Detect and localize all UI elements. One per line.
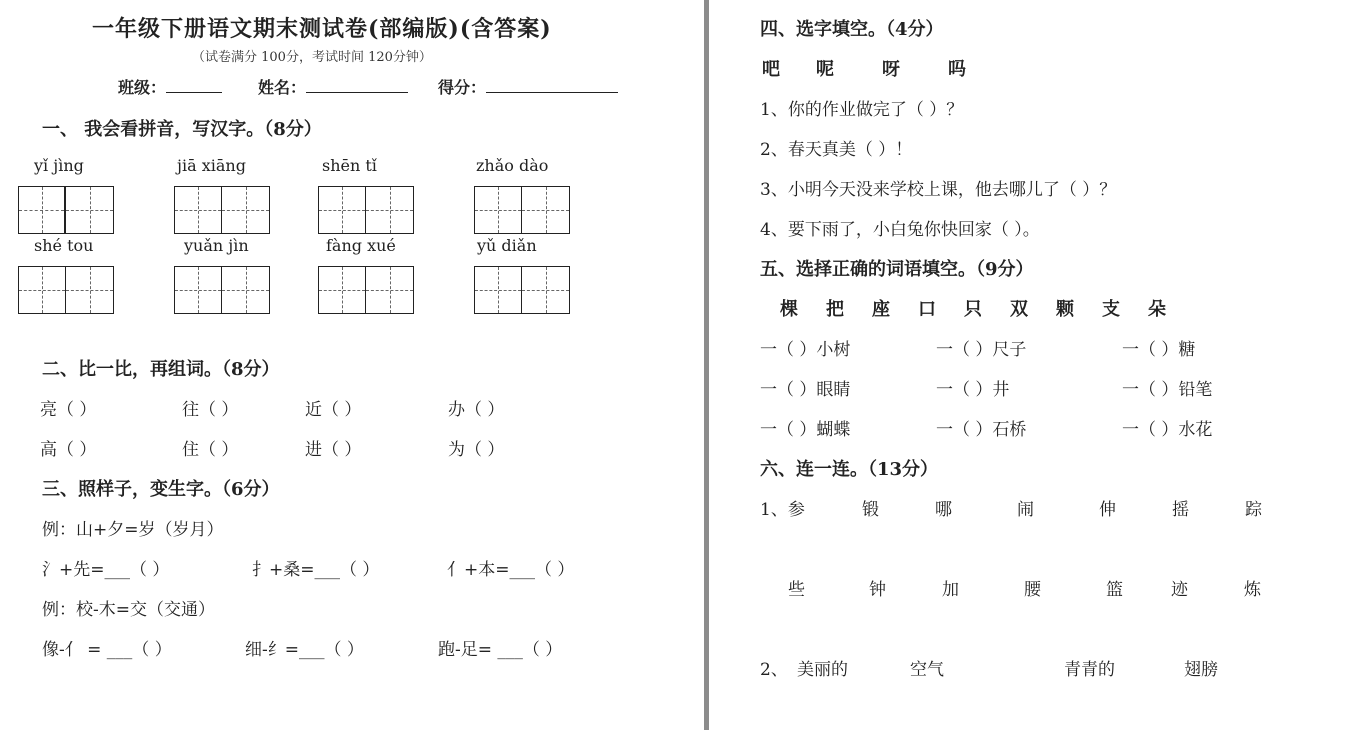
pinyin-label: shēn tǐ bbox=[322, 156, 377, 175]
compare-item: 进（ ） bbox=[305, 440, 362, 460]
compare-item: 亮（ ） bbox=[40, 400, 97, 420]
transform-item: 跑-足= ___（ ） bbox=[438, 640, 563, 660]
compare-item: 高（ ） bbox=[40, 440, 97, 460]
section5-heading: 五、选择正确的词语填空。（9分） bbox=[760, 259, 1034, 280]
match-phrase[interactable]: 美丽的 bbox=[797, 660, 848, 680]
exam-subtitle: （试卷满分 100分，考试时间 120分钟） bbox=[192, 50, 432, 65]
match-phrase[interactable]: 翅膀 bbox=[1184, 660, 1218, 680]
match-top-char[interactable]: 伸 bbox=[1099, 500, 1116, 520]
pinyin-label: zhǎo dào bbox=[476, 156, 549, 175]
tianzige-box[interactable] bbox=[318, 186, 414, 234]
match-phrase[interactable]: 青青的 bbox=[1064, 660, 1115, 680]
tianzige-box[interactable] bbox=[474, 186, 570, 234]
measure-word: 颗 bbox=[1056, 299, 1074, 320]
class-label: 班级： bbox=[118, 78, 167, 97]
score-label: 得分： bbox=[438, 78, 487, 97]
tianzige-box[interactable] bbox=[318, 266, 414, 314]
compare-item: 住（ ） bbox=[182, 440, 239, 460]
measure-word: 朵 bbox=[1148, 299, 1166, 320]
fill-question: 2、春天真美（ ）！ bbox=[760, 140, 913, 160]
compare-item: 往（ ） bbox=[182, 400, 239, 420]
tianzige-box[interactable] bbox=[18, 186, 114, 234]
transform-item: 亻+本=___（ ） bbox=[447, 560, 575, 580]
match-bottom-char[interactable]: 迹 bbox=[1171, 580, 1188, 600]
pinyin-label: shé tou bbox=[34, 236, 94, 255]
example-line: 例：校-木=交（交通） bbox=[42, 600, 215, 620]
match-bottom-char[interactable]: 炼 bbox=[1244, 580, 1261, 600]
match-bottom-char[interactable]: 篮 bbox=[1106, 580, 1123, 600]
compare-item: 为（ ） bbox=[448, 440, 505, 460]
choice-word: 呢 bbox=[816, 59, 834, 80]
section3-heading: 三、照样子，变生字。（6分） bbox=[42, 479, 280, 500]
measure-item: 一（ ）眼睛 bbox=[760, 380, 851, 400]
name-blank[interactable] bbox=[306, 78, 408, 93]
match-bottom-char[interactable]: 些 bbox=[788, 580, 805, 600]
choice-word: 呀 bbox=[882, 59, 900, 80]
match-bottom-char[interactable]: 腰 bbox=[1024, 580, 1041, 600]
fill-question: 4、要下雨了，小白兔你快回家（ ）。 bbox=[760, 220, 1040, 240]
page-title: 一年级下册语文期末测试卷(部编版)(含答案) bbox=[92, 16, 552, 42]
page-divider bbox=[704, 0, 709, 730]
pinyin-label: yǔ diǎn bbox=[477, 236, 537, 255]
measure-item: 一（ ）水花 bbox=[1122, 420, 1213, 440]
section1-heading: 一、 我会看拼音，写汉字。（8分） bbox=[42, 119, 322, 140]
tianzige-box[interactable] bbox=[474, 266, 570, 314]
class-blank[interactable] bbox=[166, 78, 222, 93]
choice-word: 吗 bbox=[948, 59, 966, 80]
score-field bbox=[438, 75, 618, 98]
match-top-char[interactable]: 哪 bbox=[935, 500, 952, 520]
match-bottom-char[interactable]: 钟 bbox=[869, 580, 886, 600]
fill-question: 1、你的作业做完了（ ）？ bbox=[760, 100, 964, 120]
section2-heading: 二、比一比，再组词。（8分） bbox=[42, 359, 280, 380]
measure-word: 支 bbox=[1102, 299, 1120, 320]
example-line: 例：山+夕=岁（岁月） bbox=[42, 520, 224, 540]
section4-heading: 四、选字填空。（4分） bbox=[760, 19, 944, 40]
match-bottom-char[interactable]: 加 bbox=[942, 580, 959, 600]
score-blank[interactable] bbox=[486, 78, 618, 93]
match-top-char[interactable]: 锻 bbox=[862, 500, 879, 520]
fill-question: 3、小明今天没来学校上课，他去哪儿了（ ）？ bbox=[760, 180, 1117, 200]
tianzige-box[interactable] bbox=[174, 186, 270, 234]
match-top-char[interactable]: 闹 bbox=[1017, 500, 1034, 520]
compare-item: 办（ ） bbox=[448, 400, 505, 420]
pinyin-label: fàng xué bbox=[326, 236, 396, 255]
match-top-char[interactable]: 踪 bbox=[1245, 500, 1262, 520]
measure-word: 双 bbox=[1010, 299, 1028, 320]
measure-item: 一（ ）井 bbox=[936, 380, 1010, 400]
measure-item: 一（ ）糖 bbox=[1122, 340, 1196, 360]
section6-heading: 六、连一连。（13分） bbox=[760, 459, 939, 480]
measure-word: 把 bbox=[826, 299, 844, 320]
pinyin-label: jiā xiāng bbox=[177, 156, 246, 175]
choice-word: 吧 bbox=[762, 59, 780, 80]
transform-item: 氵+先=___（ ） bbox=[42, 560, 170, 580]
measure-word: 口 bbox=[918, 299, 936, 320]
measure-item: 一（ ）石桥 bbox=[936, 420, 1027, 440]
measure-item: 一（ ）铅笔 bbox=[1122, 380, 1213, 400]
name-field bbox=[258, 75, 408, 98]
tianzige-box[interactable] bbox=[18, 266, 114, 314]
measure-word: 座 bbox=[872, 299, 890, 320]
compare-item: 近（ ） bbox=[305, 400, 362, 420]
transform-item: 像-亻 = ___（ ） bbox=[42, 640, 172, 660]
tianzige-box[interactable] bbox=[174, 266, 270, 314]
measure-item: 一（ ）蝴蝶 bbox=[760, 420, 851, 440]
pinyin-label: yǐ jìng bbox=[34, 156, 84, 175]
match-q2-label: 2、 bbox=[760, 660, 788, 680]
match-top-char[interactable]: 摇 bbox=[1172, 500, 1189, 520]
class-field bbox=[118, 75, 222, 98]
measure-item: 一（ ）小树 bbox=[760, 340, 851, 360]
transform-item: 扌+桑=___（ ） bbox=[252, 560, 380, 580]
measure-word: 只 bbox=[964, 299, 982, 320]
pinyin-label: yuǎn jìn bbox=[184, 236, 249, 255]
match-phrase[interactable]: 空气 bbox=[910, 660, 944, 680]
name-label: 姓名： bbox=[258, 78, 307, 97]
measure-item: 一（ ）尺子 bbox=[936, 340, 1027, 360]
measure-word: 棵 bbox=[780, 299, 798, 320]
match-top-char[interactable]: 1、参 bbox=[760, 500, 805, 520]
transform-item: 细-纟=___（ ） bbox=[245, 640, 364, 660]
